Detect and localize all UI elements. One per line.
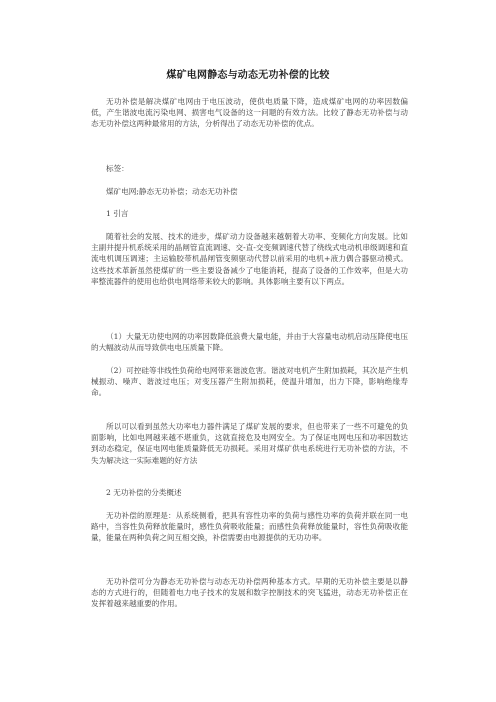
- section-1-paragraph-3: （2）可控硅等非线性负荷给电网带来谐波危害。谐波对电机产生附加损耗，其次是产生机械振动、噪声、谐波过电压；对变压器产生附加损耗，使温升增加，出力下降，影响绝缘寿命。: [91, 366, 408, 398]
- abstract-paragraph: 无功补偿是解决煤矿电网由于电压波动，使供电质量下降，造成煤矿电网的功率因数偏低，产生谐波电流污染电网、损害电气设备的这一问题的有效方法。比较了静态无功补偿与动态无功补偿这两种最常用的方法，分析得出了动态无功补偿的优点。: [91, 97, 408, 129]
- section-2-paragraph-1: 无功补偿的原理是：从系统侧看，把具有容性功率的负荷与感性功率的负荷并联在同一电路中，当容性负荷释放能量时，感性负荷吸收能量；而感性负荷释放能量时，容性负荷吸收能量，能量在两种负荷之间互相交换，补偿需要由电源提供的无功功率。: [91, 511, 408, 543]
- keywords-label: 标签：: [106, 164, 129, 173]
- section-2-paragraph-2: 无功补偿可分为静态无功补偿与动态无功补偿两种基本方式。早期的无功补偿主要是以静态的方式进行的，但随着电力电子技术的发展和数字控制技术的突飞猛进，动态无功补偿正在发挥着越来越重要的作用。: [91, 577, 408, 609]
- section-1-heading: 1 引言: [106, 209, 129, 218]
- document-title: 煤矿电网静态与动态无功补偿的比较: [166, 70, 330, 81]
- section-1-paragraph-4: 所以可以看到虽然大功率电力器件满足了煤矿发展的要求，但也带来了一些不可避免的负面影响，比如电网越来越不堪重负，这就直接危及电网安全。为了保证电网电压和功率因数达到动态稳定，保证电网电能质量降低无功损耗。采用对煤矿供电系统进行无功补偿的方法，不失为解决这一实际难题的好方法: [91, 422, 408, 465]
- section-1-paragraph-1: 随着社会的发展、技术的进步，煤矿动力设备越来越朝着大功率、变频化方向发展。比如主副井提升机系统采用的晶闸管直流调速、交-直-交变频调速代替了绕线式电动机串级调速和直流电机调压调速；主运输胶带机晶闸管变频驱动代替以前采用的电机+液力偶合器驱动模式。这些技术革新虽然使煤矿的一些主要设备减少了电能消耗，提高了设备的工作效率，但是大功率整流器件的使用也给供电网络带来较大的影响。具体影响主要有以下两点。: [91, 232, 408, 286]
- section-1-paragraph-2: （1）大量无功使电网的功率因数降低浪费大量电能，并由于大容量电动机启动压降使电压的大幅波动从而导致供电电压质量下降。: [91, 332, 408, 353]
- section-2-heading: 2 无功补偿的分类概述: [106, 488, 182, 497]
- keywords-text: 煤矿电网;静态无功补偿；动态无功补偿: [106, 187, 238, 196]
